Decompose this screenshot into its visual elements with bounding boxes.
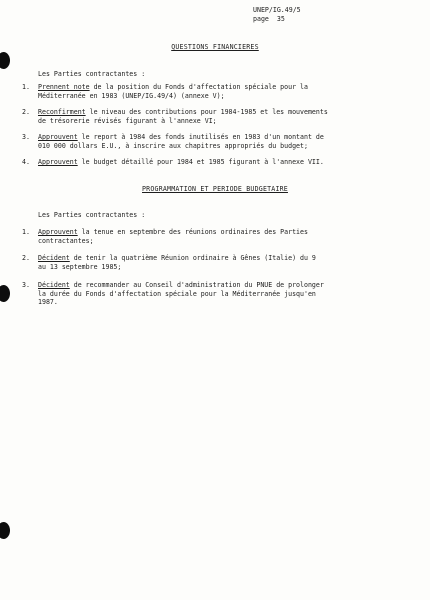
section1-item-4 (22, 158, 362, 167)
item-text (38, 158, 362, 167)
item-rest: le niveau des contributions pour 1984-1985 et les mouvements (85, 108, 328, 116)
section2-item-1 (22, 228, 362, 245)
section1-item-2 (22, 108, 362, 125)
item-line: de trésorerie révisés figurant à l'annexe VI; (38, 116, 217, 125)
page-number: 35 (276, 14, 285, 23)
section-heading-financial: QUESTIONS FINANCIERES (171, 43, 259, 51)
item-line: 010 000 dollars E.U., à inscrire aux chapitres appropriés du budget; (38, 141, 308, 150)
item-verb: Prennent note (38, 83, 90, 91)
document-reference: UNEP/IG.49/5 (253, 6, 301, 14)
item-text (38, 108, 362, 125)
section-heading-programming: PROGRAMMATION ET PERIODE BUDGETAIRE (142, 185, 288, 193)
item-line: Méditerranée en 1983 (UNEP/IG.49/4) (annexe V); (38, 91, 225, 100)
item-number: 1. (22, 83, 30, 91)
item-text (38, 83, 362, 100)
item-verb: Approuvent (38, 228, 78, 236)
page-label: page (253, 14, 269, 23)
item-line: au 13 septembre 1985; (38, 262, 122, 271)
item-number: 3. (22, 281, 30, 289)
item-line: contractantes; (38, 236, 94, 245)
item-line: la durée du Fonds d'affectation spéciale pour la Méditerranée jusqu'en (38, 289, 316, 298)
section1-item-1 (22, 83, 362, 100)
item-rest: de la position du Fonds d'affectation spéciale pour la (89, 83, 308, 91)
item-verb: Décident (38, 281, 70, 289)
punch-hole-top (0, 52, 10, 69)
item-number: 2. (22, 254, 30, 262)
punch-hole-middle (0, 285, 10, 302)
item-number: 4. (22, 158, 30, 166)
section2-intro: Les Parties contractantes : (38, 211, 146, 219)
document-header (253, 6, 373, 23)
item-line: 1987. (38, 298, 58, 307)
item-verb: Reconfirment (38, 108, 86, 116)
section2-item-2 (22, 254, 362, 271)
item-rest: la tenue en septembre des réunions ordinaires des Parties (77, 228, 308, 236)
section1-item-3 (22, 133, 362, 150)
item-number: 3. (22, 133, 30, 141)
item-verb: Approuvent (38, 133, 78, 141)
item-text (38, 254, 362, 271)
item-verb: Décident (38, 254, 70, 262)
item-number: 2. (22, 108, 30, 116)
item-text (38, 133, 362, 150)
item-text (38, 281, 362, 307)
section1-intro: Les Parties contractantes : (38, 70, 146, 78)
item-rest: le budget détaillé pour 1984 et 1985 figurant à l'annexe VII. (77, 158, 324, 166)
item-number: 1. (22, 228, 30, 236)
item-text (38, 228, 362, 245)
punch-hole-bottom (0, 522, 10, 539)
item-rest: de tenir la quatrième Réunion ordinaire à Gênes (Italie) du 9 (69, 254, 316, 262)
item-rest: de recommander au Conseil d'administration du PNUE de prolonger (69, 281, 324, 289)
item-rest: le report à 1984 des fonds inutilisés en 1983 d'un montant de (77, 133, 324, 141)
page-indicator (253, 15, 373, 24)
section2-item-3 (22, 281, 362, 307)
item-verb: Approuvent (38, 158, 78, 166)
